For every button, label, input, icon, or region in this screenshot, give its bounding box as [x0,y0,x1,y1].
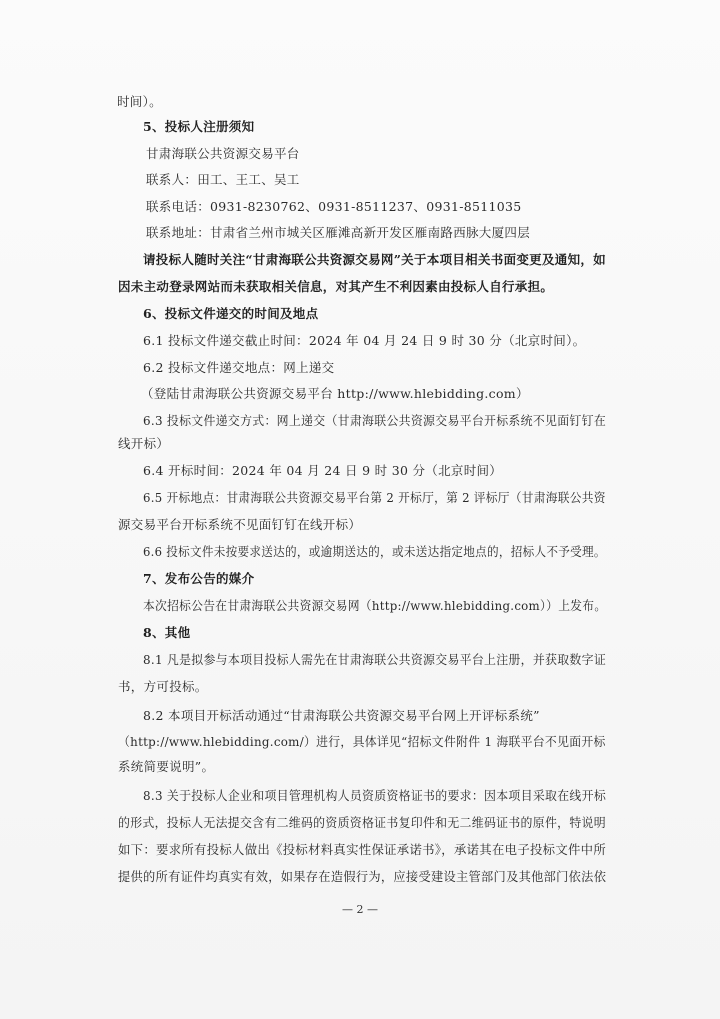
text-line: 6.5 开标地点：甘肃海联公共资源交易平台第 2 开标厅，第 2 评标厅（甘肃海联公共资 [143,490,606,505]
section-heading-7: 7、发布公告的媒介 [143,571,255,586]
text-line: 书，方可投标。 [118,679,208,694]
text-line: 8.1 凡是拟参与本项目投标人需先在甘肃海联公共资源交易平台上注册，并获取数字证 [143,652,607,667]
text-line: （http://www.hlebidding.com/）进行，具体详见“招标文件附件 1 海联平台不见面开标 [118,734,606,749]
section-heading-6: 6、投标文件递交的时间及地点 [143,306,319,321]
text-line: 6.1 投标文件递交截止时间：2024 年 04 月 24 日 9 时 30 分（北京时间）。 [143,333,586,348]
text-line: 8.2 本项目开标活动通过“甘肃海联公共资源交易平台网上开评标系统” [143,708,540,723]
text-line: 系统简要说明”。 [118,759,215,774]
text-line: 因未主动登录网站而未获取相关信息，对其产生不利因素由投标人自行承担。 [118,279,554,294]
text-line: 源交易平台开标系统不见面钉钉在线开标） [118,517,362,532]
platform-name: 甘肃海联公共资源交易平台 [146,146,300,161]
contact-persons: 联系人：田工、王工、吴工 [146,172,300,187]
text-line: 6.6 投标文件未按要求送达的，或逾期送达的，或未送达指定地点的，招标人不予受理。 [143,544,606,559]
text-line: 8.3 关于投标人企业和项目管理机构人员资质资格证书的要求：因本项目采取在线开标 [143,788,607,803]
text-line: 6.2 投标文件递交地点：网上递交 [143,360,335,375]
section-heading-8: 8、其他 [143,625,191,640]
text-line: 6.3 投标文件递交方式：网上递交（甘肃海联公共资源交易平台开标系统不见面钉钉在 [143,413,607,428]
text-line: 时间）。 [117,94,162,109]
text-line: 的形式，投标人无法提交含有二维码的资质资格证书复印件和无二维码证书的原件，特说明 [118,815,606,830]
text-line: 请投标人随时关注“甘肃海联公共资源交易网”关于本项目相关书面变更及通知，如 [143,252,606,267]
text-line: 提供的所有证件均真实有效，如果存在造假行为，应接受建设主管部门及其他部门依法依 [118,869,607,884]
text-line: 如下：要求所有投标人做出《投标材料真实性保证承诺书》，承诺其在电子投标文件中所 [118,842,607,857]
section-heading-5: 5、投标人注册须知 [143,119,255,134]
text-line: 本次招标公告在甘肃海联公共资源交易网（http://www.hlebidding.com））上发布。 [143,598,607,613]
text-line: （登陆甘肃海联公共资源交易平台 http://www.hlebidding.com） [141,386,529,401]
text-line: 6.4 开标时间：2024 年 04 月 24 日 9 时 30 分（北京时间） [143,463,503,478]
contact-phones: 联系电话：0931-8230762、0931-8511237、0931-8511035 [146,199,522,214]
text-line: 线开标） [118,436,170,451]
contact-address: 联系地址：甘肃省兰州市城关区雁滩高新开发区雁南路西脉大厦四层 [146,225,531,240]
page-number: — 2 — [342,903,378,916]
